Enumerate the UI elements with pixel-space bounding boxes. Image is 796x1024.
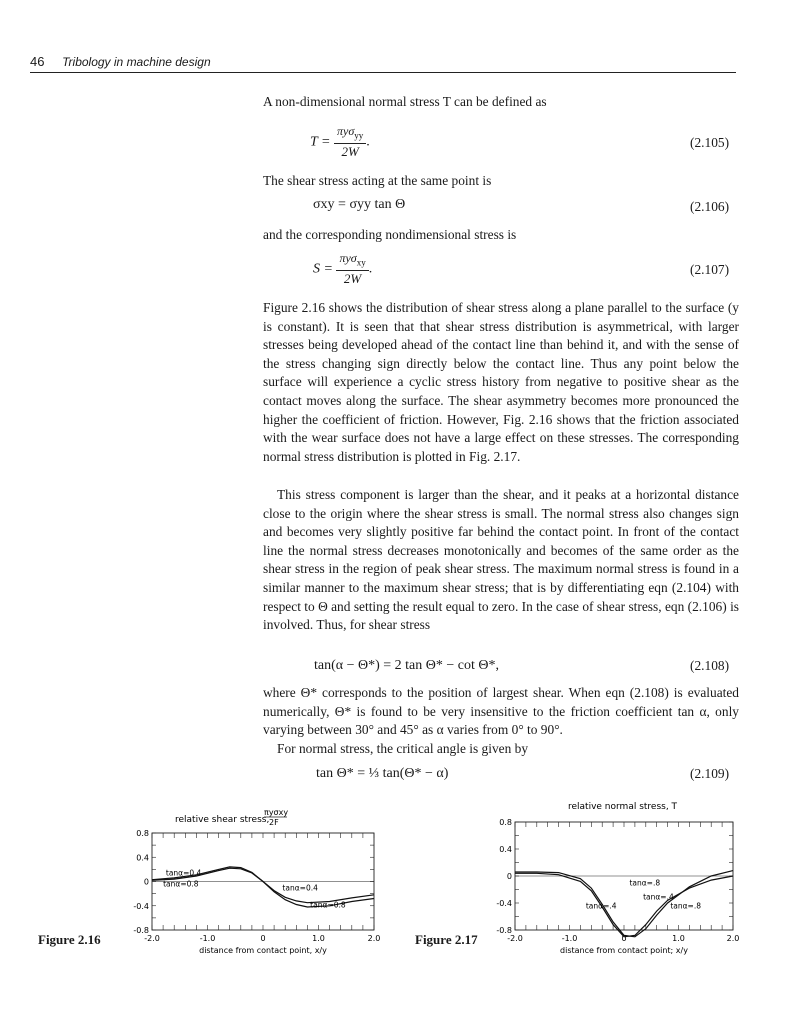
chart-title-frac-den: 2F [269, 818, 279, 827]
y-tick-label: 0.4 [499, 845, 512, 854]
shear-stress-chart [130, 800, 390, 955]
x-axis-label: distance from contact point; x/y [560, 946, 688, 955]
equation-2-106: σxy = σyy tan Θ [313, 197, 406, 212]
x-tick-label: 0 [260, 934, 266, 943]
x-tick-label: 2.0 [726, 934, 740, 943]
x-tick-label: 1.0 [672, 934, 685, 943]
equation-number-2-106: (2.106) [690, 199, 730, 214]
equation-number-2-105: (2.105) [690, 135, 730, 150]
curve-annotation: tanα=.4 [643, 892, 674, 902]
chart-title-frac-num: πyσxy [264, 808, 289, 817]
y-tick-label: 0.8 [136, 829, 149, 838]
equation-2-105: T = $\frac{\pi y\sigma_{yy}}{2W}$ . [310, 124, 370, 160]
figure-2-16-label: Figure 2.16 [38, 932, 101, 947]
running-head [30, 54, 211, 69]
x-tick-label: 0 [621, 934, 627, 943]
intro-text: A non-dimensional normal stress T can be defined as [263, 94, 547, 109]
curve-annotation: tanα=.8 [670, 901, 702, 911]
paragraph-2: This stress component is larger than the shear, and it peaks at a horizontal distance close to the origin where the shear stress is small. The normal stress also changes sign and becomes very slightly positive far behind the contact point. In front of the contact line the normal stress decreases monotonically and becomes of the same order as the shear stress in the region of peak shear stress. The maximum normal stress is found in a similar manner to the maximum shear stress; that is by differentiating eqn (2.104) with respect to Θ and setting the result equal to zero. In the case of shear stress, eqn (2.106) is involved. Thus, for shear stress [263, 487, 739, 633]
figure-2-17-label: Figure 2.17 [415, 932, 478, 947]
shear-text: The shear stress acting at the same point is [263, 173, 492, 188]
equation-number-2-107: (2.107) [690, 262, 730, 277]
nondim-text: and the corresponding nondimensional stress is [263, 227, 517, 242]
y-tick-label: 0.8 [499, 818, 512, 827]
curve-annotation: tanα=.8 [629, 878, 661, 888]
y-tick-label: -0.8 [133, 926, 149, 935]
equation-number-2-109: (2.109) [690, 766, 730, 781]
x-tick-label: -1.0 [561, 934, 578, 943]
x-tick-label: -2.0 [144, 934, 160, 943]
y-tick-label: -0.4 [133, 901, 149, 911]
y-tick-label: 0 [143, 877, 149, 887]
page-number: 46 [30, 54, 45, 69]
curve-annotation: tanα=0.8 [310, 900, 346, 910]
curve-annotation: tanα=0.4 [165, 868, 202, 878]
chart-title-right: relative normal stress, T [568, 802, 678, 812]
y-tick-label: 0.4 [136, 853, 149, 863]
curve-annotation: tanα=0.8 [163, 879, 199, 889]
header-rule [30, 72, 736, 73]
x-tick-label: 2.0 [367, 934, 381, 943]
paragraph-4: For normal stress, the critical angle is given by [277, 741, 529, 756]
x-tick-label: 1.0 [312, 934, 325, 943]
y-tick-label: -0.8 [496, 926, 512, 935]
equation-2-109: tan Θ* = ⅓ tan(Θ* − α) [316, 766, 449, 781]
paragraph-1: Figure 2.16 shows the distribution of shear stress along a plane parallel to the surface (y is constant). It is seen that that shear stress distribution is asymmetrical, with larger stresses being developed ahead of the contact line than behind it, and with the sense of the stress changing sign directly below the contact line. Thus any point below the surface will experience a cyclic stress history from negative to positive shear as the contact moves along the surface. The shear asymmetry becomes more pronounced the higher the coefficient of friction. However, Fig. 2.16 shows that the friction associated with the wear surface does not have a large effect on these stresses. The corresponding normal stress distribution is plotted in Fig. 2.17. [263, 300, 739, 464]
equation-number-2-108: (2.108) [690, 658, 730, 673]
equation-2-107: S = $\frac{\pi y\sigma_{xy}}{2W}$ . [313, 251, 373, 287]
running-title: Tribology in machine design [62, 55, 211, 69]
curve-annotation: tanα=.4 [585, 901, 617, 911]
curve-annotation: tanα=0.4 [282, 883, 318, 893]
paragraph-3: where Θ* corresponds to the position of largest shear. When eqn (2.108) is evaluated numerically, Θ* is found to be very insensitive to the friction coefficient tan α, only varying between 30° and 45° as α varies from 0° to 90°. [263, 685, 739, 738]
y-tick-label: -0.4 [496, 899, 512, 908]
y-tick-label: 0 [506, 872, 512, 881]
x-tick-label: -1.0 [199, 934, 216, 943]
chart-title-left: relative shear stress, [175, 815, 270, 825]
x-tick-label: -2.0 [507, 934, 523, 943]
normal-stress-chart [495, 800, 745, 955]
equation-2-108: tan(α − Θ*) = 2 tan Θ* − cot Θ*, [314, 658, 499, 673]
x-axis-label: distance from contact point, x/y [199, 946, 327, 955]
